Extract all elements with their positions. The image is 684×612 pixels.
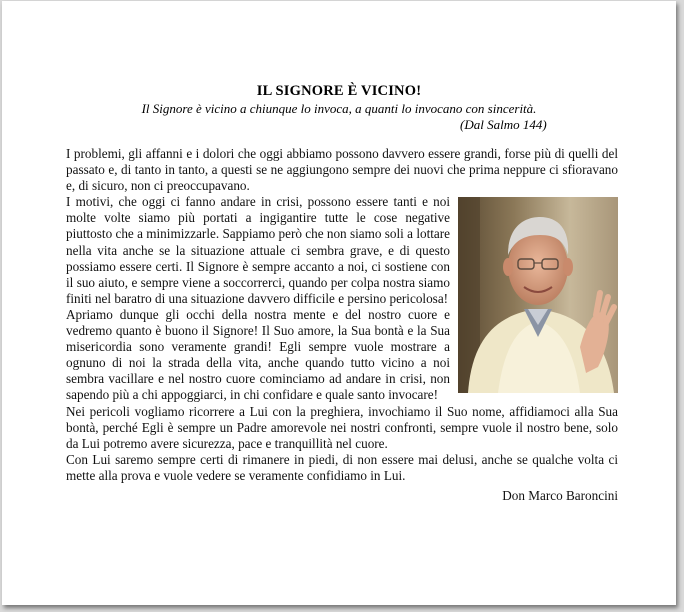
priest-photo xyxy=(458,197,618,393)
paragraph: Nei pericoli vogliamo ricorrere a Lui con la preghiera, invochiamo il Suo nome, affidiamoci alla Sua bontà, perché Egli è sempre un Padre amorevole nei nostri confronti, sempre vuole il nostro bene, solo da Lui potremo avere sicurezza, pace e tranquillità nel cuore. xyxy=(66,403,618,451)
paragraph: Apriamo dunque gli occhi della nostra mente e del nostro cuore e vedremo quanto è buono il Signore! Il Suo amore, la Sua bontà e la Sua misericordia sono veramente grandi! Egli sempre vuole mostrare a ognuno di noi la strada della vita, anche quando tutto vicino a noi sembra vacillare e nel nostro cuore cominciamo ad andare in crisi, non sapendo più a chi appoggiarci, in chi confidare e quale santo invocare! xyxy=(66,306,450,403)
article-body xyxy=(66,146,618,484)
document-page xyxy=(2,1,676,605)
author-signature: Don Marco Baroncini xyxy=(502,488,618,503)
subtitle-quote: Il Signore è vicino a chiunque lo invoca, a quanti lo invocano con sincerità. xyxy=(141,101,537,116)
paragraph: I motivi, che oggi ci fanno andare in crisi, possono essere tanti e noi molte volte siamo più portati a ingigantire tutte le cose negative piuttosto che a minimizzarle. Sappiamo però che non siamo soli a lottare nella vita anche se la situazione attuale ci sembra grave, e di questo possiamo essere certi. Il Signore è sempre accanto a noi, ci sostiene con il suo aiuto, e sempre viene a soccorrerci, quando per colpa nostra siamo finiti nel baratro di una situazione davvero difficile e persino pericolosa! xyxy=(66,194,450,306)
paragraph: I problemi, gli affanni e i dolori che oggi abbiamo possono davvero essere grandi, forse più di quelli del passato e, di tanto in tanto, a questi se ne aggiungono sempre dei nuovi che prima neppure ci sfioravano e, di sicuro, non ci preoccupavano. xyxy=(66,146,618,194)
page-title: IL SIGNORE È VICINO! xyxy=(256,83,422,99)
quote-source: (Dal Salmo 144) xyxy=(460,117,547,132)
priest-portrait-illustration xyxy=(458,197,618,393)
paragraph: Con Lui saremo sempre certi di rimanere in piedi, di non essere mai delusi, anche se qualche volta ci mette alla prova e vuole vedere se veramente confidiamo in Lui. xyxy=(66,451,618,483)
